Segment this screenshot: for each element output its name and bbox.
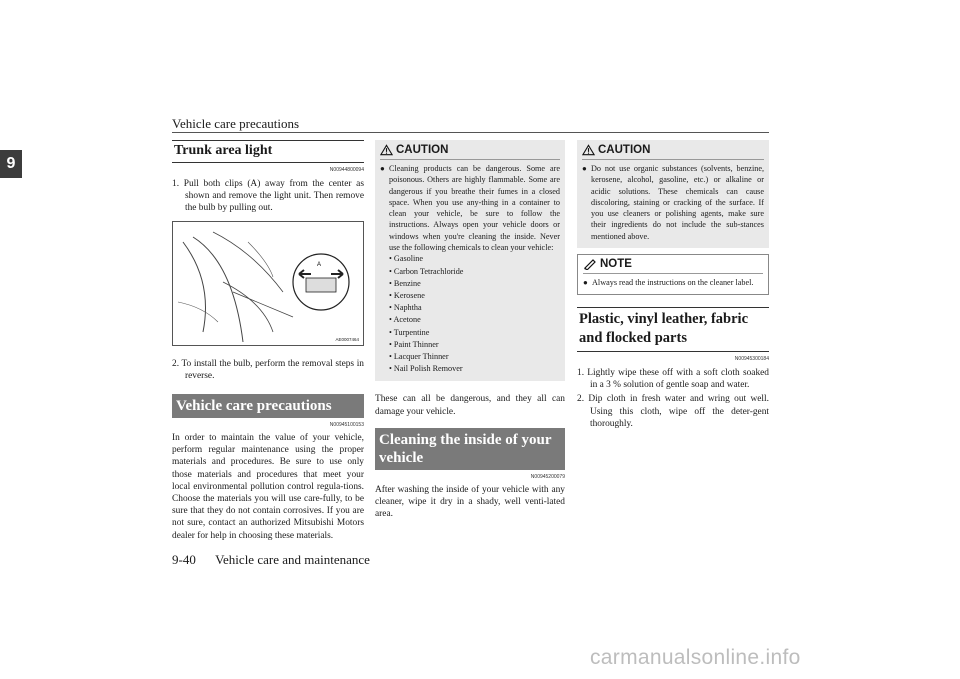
bullet-icon: ● [582, 164, 587, 173]
caution-text [582, 163, 764, 242]
caution-text [380, 163, 560, 253]
trunk-light-figure [172, 221, 364, 346]
chemical-item: • Benzine [389, 278, 421, 288]
page-footer: 9-40 Vehicle care and maintenance [172, 552, 370, 567]
cleaning-inside-paragraph: After washing the inside of your vehicle with any cleaner, wipe it dry in a shady, well venti-lated area. [375, 484, 565, 520]
caution-body: Cleaning products can be dangerous. Some are poisonous. Others are highly flammable. Some are dangerous if you breathe their fumes in a closed space. When you use any-thing in a container to clean your vehicle, be sure to follow the instructions. Always open your vehicle doors or windows when you're cleaning the inside. Never use the following chemicals to clean your vehicle: [389, 164, 560, 253]
chemical-item: • Paint Thinner [389, 339, 439, 349]
plastic-parts-heading: Plastic, vinyl leather, fabric and flocked parts [577, 307, 769, 352]
trunk-light-heading: Trunk area light [172, 140, 364, 163]
caution-header [582, 144, 764, 160]
chemical-item: • Acetone [389, 315, 421, 325]
trunk-light-illustration [173, 222, 363, 345]
chemical-item: • Carbon Tetrachloride [389, 266, 464, 276]
note-text [583, 277, 763, 288]
warning-icon [380, 144, 393, 156]
caution-box-cleaning [375, 140, 565, 381]
chemical-item: • Nail Polish Remover [389, 364, 463, 374]
trunk-step-2: 2. To install the bulb, perform the removal steps in reverse. [172, 358, 364, 381]
bullet-icon: ● [380, 164, 385, 173]
note-body: Always read the instructions on the cleaner label. [592, 278, 754, 288]
chemical-item: • Turpentine [389, 327, 430, 337]
vehicle-care-paragraph: In order to maintain the value of your vehicle, perform regular maintenance using the proper materials and procedures. Be sure to use only those materials and procedures that meet your local environmental pollution control regula-tions. Choose the materials you will use care-fully, to be sure that they do not contain corrosives. If you are not sure, contact an authorized Mitsubishi Motors dealer for help in choosing these materials. [172, 433, 364, 541]
column-3 [577, 140, 769, 430]
chemical-item: • Lacquer Thinner [389, 352, 449, 361]
caution-title: CAUTION [598, 144, 651, 156]
plastic-parts-code: N00945300184 [734, 356, 769, 363]
note-header [583, 258, 763, 274]
caution-box-organic [577, 140, 769, 248]
page-header-title: Vehicle care precautions [172, 116, 300, 131]
vehicle-care-code: N00945100153 [329, 422, 364, 429]
chapter-tab: 9 [0, 150, 22, 178]
vehicle-care-heading: Vehicle care precautions [172, 394, 364, 418]
danger-summary: These can all be dangerous, and they all can damage your vehicle. [375, 394, 565, 417]
bullet-icon: ● [583, 278, 588, 288]
caution-header [380, 144, 560, 160]
column-1 [172, 140, 364, 542]
plastic-step-2: 2. Dip cloth in fresh water and wring out well. Using this cloth, wipe off the deter-gent thoroughly. [577, 394, 769, 429]
chemical-item: • Gasoline [389, 254, 424, 264]
note-pencil-icon [583, 258, 597, 270]
trunk-step-1: 1. Pull both clips (A) away from the center as shown and remove the light unit. Then remove the bulb by pulling out. [172, 179, 364, 214]
figure-code: AE0007464 [335, 336, 359, 342]
plastic-step-1: 1. Lightly wipe these off with a soft cloth soaked in a 3 % solution of gentle soap and water. [577, 368, 769, 391]
figure-label-a: A [317, 261, 322, 268]
chemical-item: • Kerosene [389, 290, 425, 300]
note-title: NOTE [600, 258, 632, 271]
chemical-item: • Naphtha [389, 303, 422, 313]
header-rule [172, 132, 769, 133]
cleaning-inside-code: N00945200079 [530, 473, 565, 480]
caution-title: CAUTION [396, 144, 449, 156]
warning-icon [582, 144, 595, 156]
watermark: carmanualsonline.info [590, 646, 801, 669]
trunk-light-code: N00944800094 [329, 167, 364, 173]
column-2 [375, 140, 565, 520]
note-box [577, 254, 769, 295]
caution-body: Do not use organic substances (solvents, benzine, kerosene, alcohol, gasoline, etc.) or alkaline or acidic solutions. These chemicals can cause discoloring, staining or cracking of the surface. If you use cleaners or polishing agents, make sure their ingredients do not include the sub-stances mentioned above. [591, 164, 764, 241]
cleaning-inside-heading: Cleaning the inside of your vehicle [375, 428, 565, 470]
